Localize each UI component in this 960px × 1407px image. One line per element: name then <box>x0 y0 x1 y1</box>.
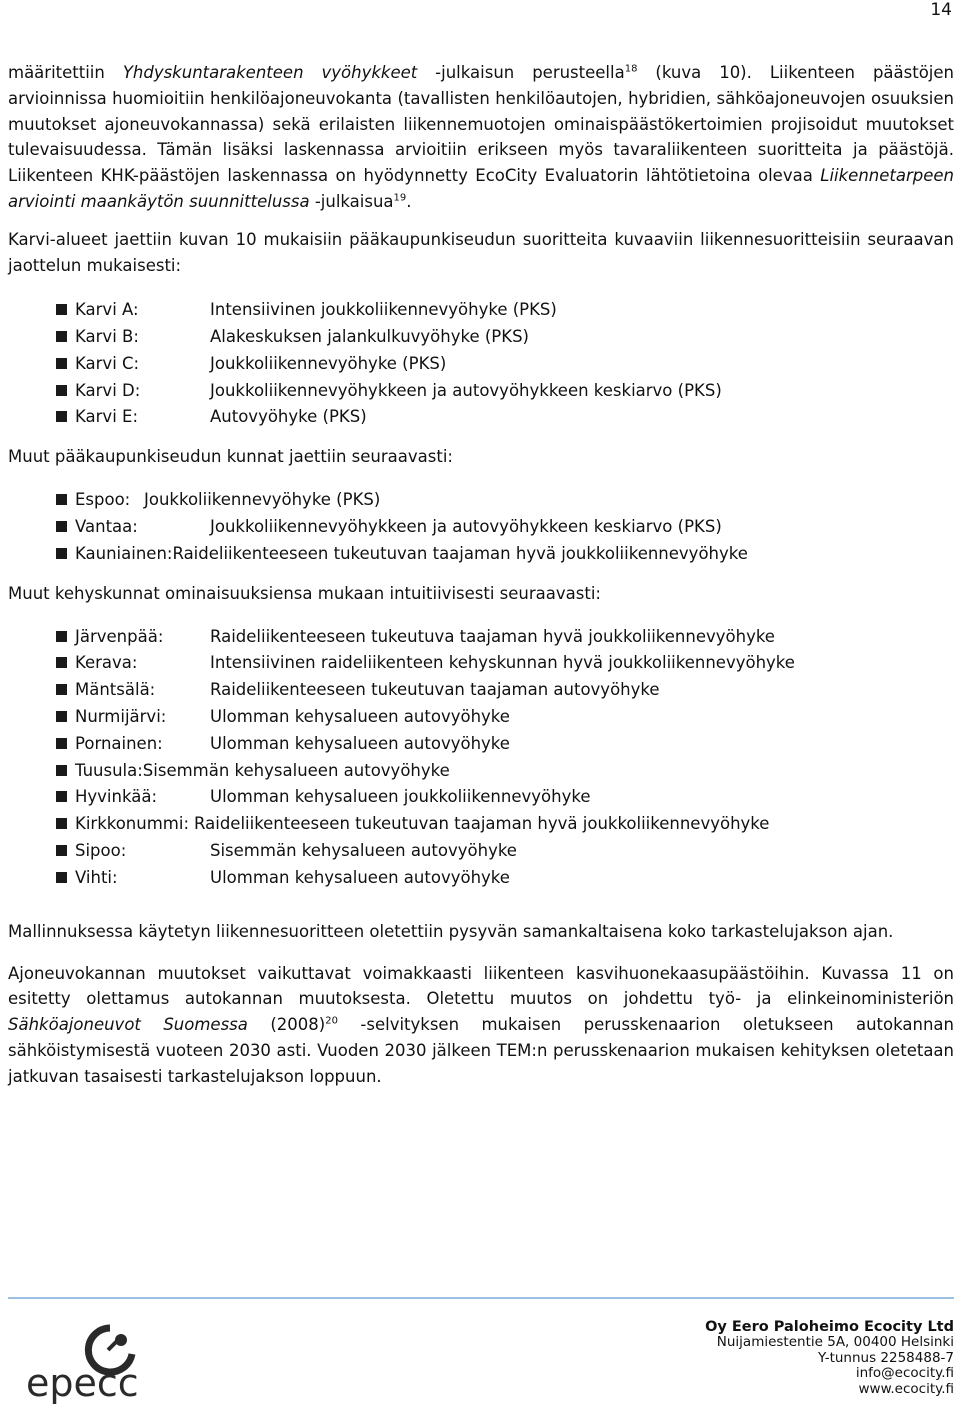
epecc-logo <box>24 1320 164 1404</box>
company-email[interactable]: info@ecocity.fi <box>855 1365 954 1382</box>
list-item: Espoo: Joukkoliikennevyöhyke (PKS) <box>56 486 954 513</box>
company-name: Oy Eero Paloheimo Ecocity Ltd <box>705 1319 954 1335</box>
list-item: Sipoo: Sisemmän kehysalueen autovyöhyke <box>56 837 954 864</box>
footnote-ref: 20 <box>325 1015 338 1027</box>
list-item: Karvi C: Joukkoliikennevyöhyke (PKS) <box>56 350 954 377</box>
square-bullet-icon <box>56 385 67 396</box>
square-bullet-icon <box>56 872 67 883</box>
list-item: Tuusula: Sisemmän kehysalueen autovyöhyke <box>56 757 954 784</box>
list-item: Kirkkonummi: Raideliikenteeseen tukeutuvan taajaman hyvä joukkoliikennevyöhyke <box>56 810 954 837</box>
company-ytunnus: Y-tunnus 2258488-7 <box>818 1349 954 1366</box>
paragraph-ajoneuvokanta: Ajoneuvokannan muutokset vaikuttavat voimakkaasti liikenteen kasvihuonekaasupäästöihin. Kuvassa 11 on esitetty olettamus autokannan muutoksesta. Oletettu muutos on johdettu työ- ja elinkeinoministeriön Sähköajoneuvot Suomessa $(2008)^{20}$ -selvityksen mukaisen perusskenaarion oletukseen autokannan sähköistymisestä vuoteen 2030 asti. Vuoden 2030 jälkeen TEM:n perusskenaarion mukaisen kehityksen oletetaan jatkuvan tasaisesti tarkastelujakson loppuun. <box>8 963 954 1086</box>
company-address: Nuijamiestentie 5A, 00400 Helsinki <box>716 1334 954 1351</box>
publication-title: Yhdyskuntarakenteen vyöhykkeet <box>122 63 418 82</box>
square-bullet-icon <box>56 548 67 559</box>
kehys-list <box>8 623 954 891</box>
company-website[interactable]: www.ecocity.fi <box>858 1380 954 1397</box>
publication-title: Liikennetarpeen arviointi maankäytön suunnittelussa <box>8 166 954 211</box>
list-item: Kauniainen: Raideliikenteeseen tukeutuvan taajaman hyvä joukkoliikennevyöhyke <box>56 540 954 567</box>
square-bullet-icon <box>56 657 67 668</box>
list-item: Karvi E: Autovyöhyke (PKS) <box>56 404 954 431</box>
list-item: Hyvinkää: Ulomman kehysalueen joukkoliikennevyöhyke <box>56 784 954 811</box>
list-item: Vantaa: Joukkoliikennevyöhykkeen ja autovyöhykkeen keskiarvo (PKS) <box>56 513 954 540</box>
logo-wordmark: epecc <box>26 1361 139 1404</box>
square-bullet-icon <box>56 738 67 749</box>
footer-divider <box>8 1297 954 1299</box>
paragraph-methodology: määritettiin Yhdyskuntarakenteen vyöhykkeet -julkaisun perusteella$^{18}$ (kuva 10). Liikenteen päästöjen arvioinnissa huomioitiin henkilöajoneuvokanta (tavallisten henkilöautojen, hybridien, sähköajoneuvojen osuuksien muutokset ajoneuvokannassa) sekä erilaisten liikennemuotojen ominaispäästökertoimien projisoidut muutokset tulevaisuudessa. Tämän lisäksi laskennassa arvioitiin erikseen myös tavaraliikenteen suoritteita ja päästöjä. Liikenteen KHK-päästöjen laskennassa on hyödynnetty EcoCity Evaluatorin lähtötietoina olevaa Liikennetarpeen arviointi maankäytön suunnittelussa -julkaisua$^{19}$. <box>8 63 955 211</box>
square-bullet-icon <box>56 818 67 829</box>
list-item: Karvi D: Joukkoliikennevyöhykkeen ja autovyöhykkeen keskiarvo (PKS) <box>56 377 954 404</box>
square-bullet-icon <box>56 765 67 776</box>
pks-list <box>8 486 954 566</box>
list-item: Karvi A: Intensiivinen joukkoliikennevyöhyke (PKS) <box>56 296 954 323</box>
list-item: Karvi B: Alakeskuksen jalankulkuvyöhyke (PKS) <box>56 323 954 350</box>
square-bullet-icon <box>56 631 67 642</box>
list-item: Vihti: Ulomman kehysalueen autovyöhyke <box>56 864 954 891</box>
heading-pks: Muut pääkaupunkiseudun kunnat jaettiin seuraavasti: <box>8 447 453 467</box>
square-bullet-icon <box>56 358 67 369</box>
list-item: Nurmijärvi: Ulomman kehysalueen autovyöhyke <box>56 703 954 730</box>
karvi-list <box>8 296 954 430</box>
square-bullet-icon <box>56 411 67 422</box>
list-item: Kerava: Intensiivinen raideliikenteen kehyskunnan hyvä joukkoliikennevyöhyke <box>56 650 954 677</box>
list-item: Järvenpää: Raideliikenteeseen tukeutuva taajaman hyvä joukkoliikennevyöhyke <box>56 623 954 650</box>
publication-title: Sähköajoneuvot Suomessa <box>8 1015 248 1035</box>
square-bullet-icon <box>56 521 67 532</box>
document-body <box>8 60 954 1090</box>
square-bullet-icon <box>56 711 67 722</box>
square-bullet-icon <box>56 331 67 342</box>
paragraph-suorite: Mallinnuksessa käytetyn liikennesuoritteen oletettiin pysyvän samankaltaisena koko tarkastelujakson ajan. <box>8 921 894 941</box>
company-info <box>705 1320 954 1397</box>
square-bullet-icon <box>56 845 67 856</box>
page-number: 14 <box>930 0 952 20</box>
square-bullet-icon <box>56 304 67 315</box>
square-bullet-icon <box>56 791 67 802</box>
list-item: Pornainen: Ulomman kehysalueen autovyöhyke <box>56 730 954 757</box>
footnote-ref: 19 <box>393 192 407 204</box>
square-bullet-icon <box>56 494 67 505</box>
heading-kehys: Muut kehyskunnat ominaisuuksiensa mukaan intuitiivisesti seuraavasti: <box>8 583 601 603</box>
paragraph-karvi-intro: Karvi-alueet jaettiin kuvan 10 mukaisiin pääkaupunkiseudun suoritteita kuvaaviin liikennesuoritteisiin seuraavan jaottelun mukaisesti: <box>8 229 954 275</box>
list-item: Mäntsälä: Raideliikenteeseen tukeutuvan taajaman autovyöhyke <box>56 676 954 703</box>
footnote-ref: 18 <box>624 63 638 75</box>
square-bullet-icon <box>56 684 67 695</box>
